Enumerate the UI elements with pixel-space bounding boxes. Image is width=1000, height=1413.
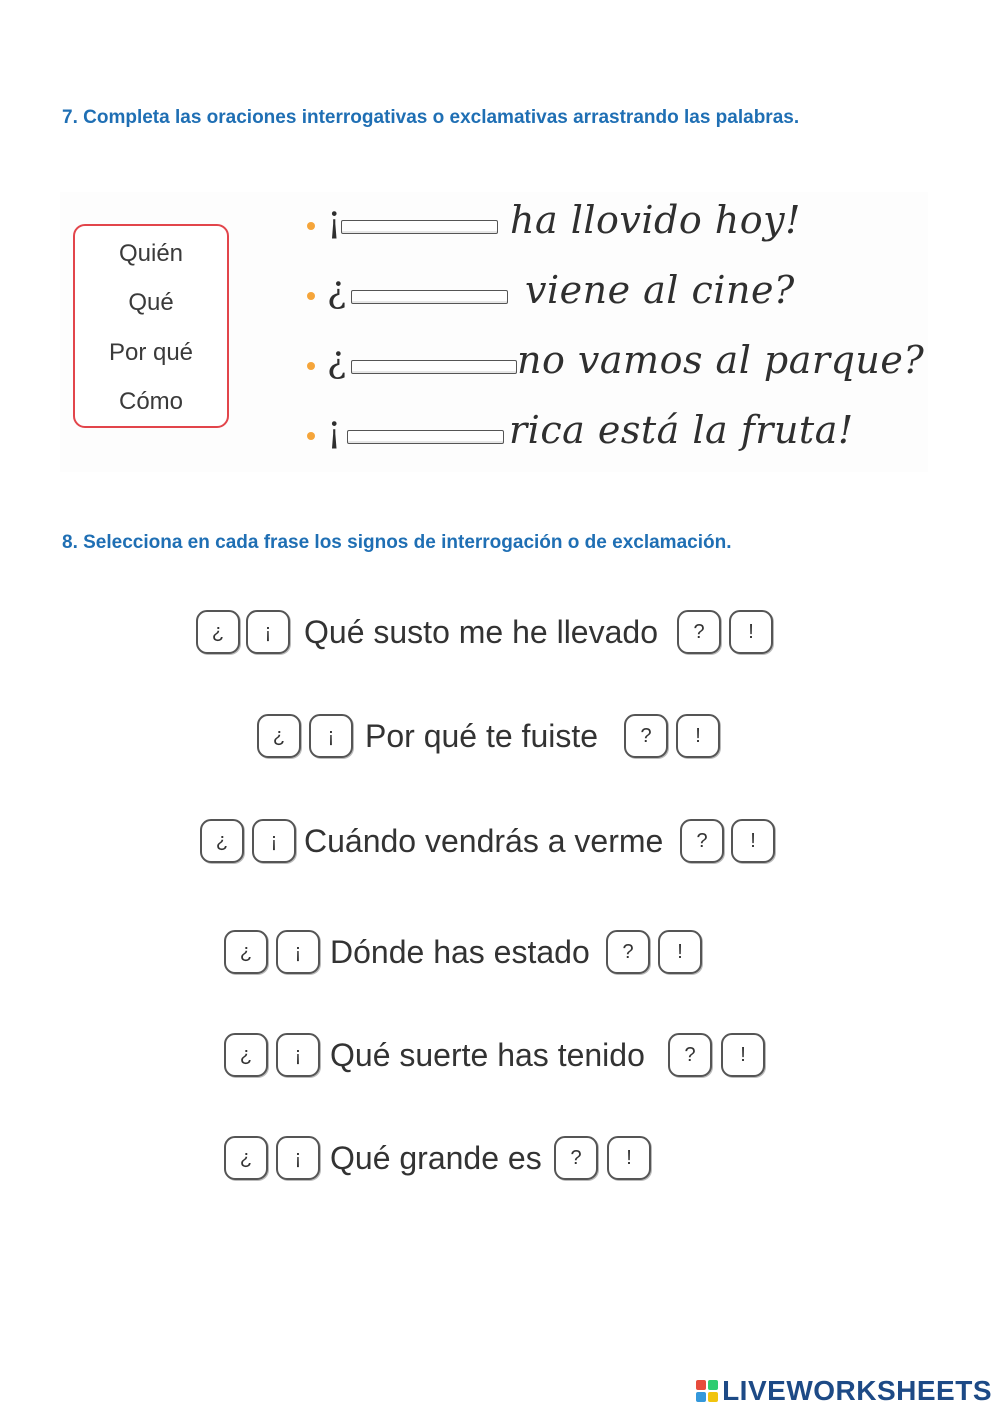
option-inverted-exclamation-button[interactable]: ¡ bbox=[309, 714, 353, 758]
option-inverted-exclamation-button[interactable]: ¡ bbox=[276, 1033, 320, 1077]
exercise-8-heading: 8. Selecciona en cada frase los signos de interrogación o de exclamación. bbox=[62, 532, 732, 553]
option-question-button[interactable]: ? bbox=[680, 819, 724, 863]
sentence-4-mark: ¡ bbox=[327, 410, 342, 451]
option-exclamation-button[interactable]: ! bbox=[731, 819, 775, 863]
logo-text: LIVEWORKSHEETS bbox=[722, 1375, 992, 1406]
bullet-icon bbox=[307, 222, 315, 230]
sentence-2-text: viene al cine? bbox=[525, 268, 795, 312]
option-exclamation-button[interactable]: ! bbox=[607, 1136, 651, 1180]
exercise-7-panel bbox=[60, 192, 928, 472]
sentence-1-blank[interactable] bbox=[341, 220, 498, 234]
option-inverted-question-button[interactable]: ¿ bbox=[200, 819, 244, 863]
phrase-3-text: Cuándo vendrás a verme bbox=[304, 823, 664, 859]
option-exclamation-button[interactable]: ! bbox=[729, 610, 773, 654]
option-inverted-exclamation-button[interactable]: ¡ bbox=[246, 610, 290, 654]
phrase-4-text: Dónde has estado bbox=[330, 934, 590, 970]
option-inverted-question-button[interactable]: ¿ bbox=[257, 714, 301, 758]
option-inverted-question-button[interactable]: ¿ bbox=[224, 1136, 268, 1180]
option-inverted-exclamation-button[interactable]: ¡ bbox=[276, 1136, 320, 1180]
option-question-button[interactable]: ? bbox=[554, 1136, 598, 1180]
logo-square bbox=[696, 1392, 706, 1402]
logo-square bbox=[708, 1380, 718, 1390]
option-inverted-exclamation-button[interactable]: ¡ bbox=[252, 819, 296, 863]
sentence-3-mark: ¿ bbox=[327, 340, 347, 381]
bullet-icon bbox=[307, 432, 315, 440]
option-inverted-exclamation-button[interactable]: ¡ bbox=[276, 930, 320, 974]
option-inverted-question-button[interactable]: ¿ bbox=[196, 610, 240, 654]
sentence-2-blank[interactable] bbox=[351, 290, 508, 304]
word-como[interactable]: Cómo bbox=[118, 388, 184, 415]
word-que[interactable]: Qué bbox=[128, 289, 174, 316]
phrase-2-text: Por qué te fuiste bbox=[365, 718, 599, 754]
liveworksheets-logo bbox=[696, 1376, 992, 1406]
bullet-icon bbox=[307, 292, 315, 300]
phrase-1-text: Qué susto me he llevado bbox=[304, 614, 658, 650]
logo-grid-icon bbox=[696, 1380, 718, 1402]
logo-square bbox=[696, 1380, 706, 1390]
option-question-button[interactable]: ? bbox=[606, 930, 650, 974]
option-exclamation-button[interactable]: ! bbox=[721, 1033, 765, 1077]
option-question-button[interactable]: ? bbox=[677, 610, 721, 654]
option-exclamation-button[interactable]: ! bbox=[658, 930, 702, 974]
phrase-5-text: Qué suerte has tenido bbox=[330, 1037, 645, 1073]
sentence-4-text: rica está la fruta! bbox=[509, 408, 854, 452]
sentence-3-text: no vamos al parque? bbox=[517, 338, 925, 382]
option-question-button[interactable]: ? bbox=[624, 714, 668, 758]
option-exclamation-button[interactable]: ! bbox=[676, 714, 720, 758]
word-bank bbox=[73, 224, 229, 428]
option-inverted-question-button[interactable]: ¿ bbox=[224, 1033, 268, 1077]
bullet-icon bbox=[307, 362, 315, 370]
phrase-6-text: Qué grande es bbox=[330, 1140, 542, 1176]
sentence-2-mark: ¿ bbox=[327, 270, 347, 311]
word-por-que[interactable]: Por qué bbox=[108, 339, 194, 366]
option-inverted-question-button[interactable]: ¿ bbox=[224, 930, 268, 974]
sentence-4-blank[interactable] bbox=[347, 430, 504, 444]
word-quien[interactable]: Quién bbox=[118, 240, 184, 267]
sentence-3-blank[interactable] bbox=[351, 360, 517, 374]
option-question-button[interactable]: ? bbox=[668, 1033, 712, 1077]
sentence-1-text: ha llovido hoy! bbox=[510, 198, 801, 242]
sentence-1-mark: ¡ bbox=[327, 200, 342, 241]
logo-square bbox=[708, 1392, 718, 1402]
exercise-7-heading: 7. Completa las oraciones interrogativas o exclamativas arrastrando las palabras. bbox=[62, 107, 800, 128]
